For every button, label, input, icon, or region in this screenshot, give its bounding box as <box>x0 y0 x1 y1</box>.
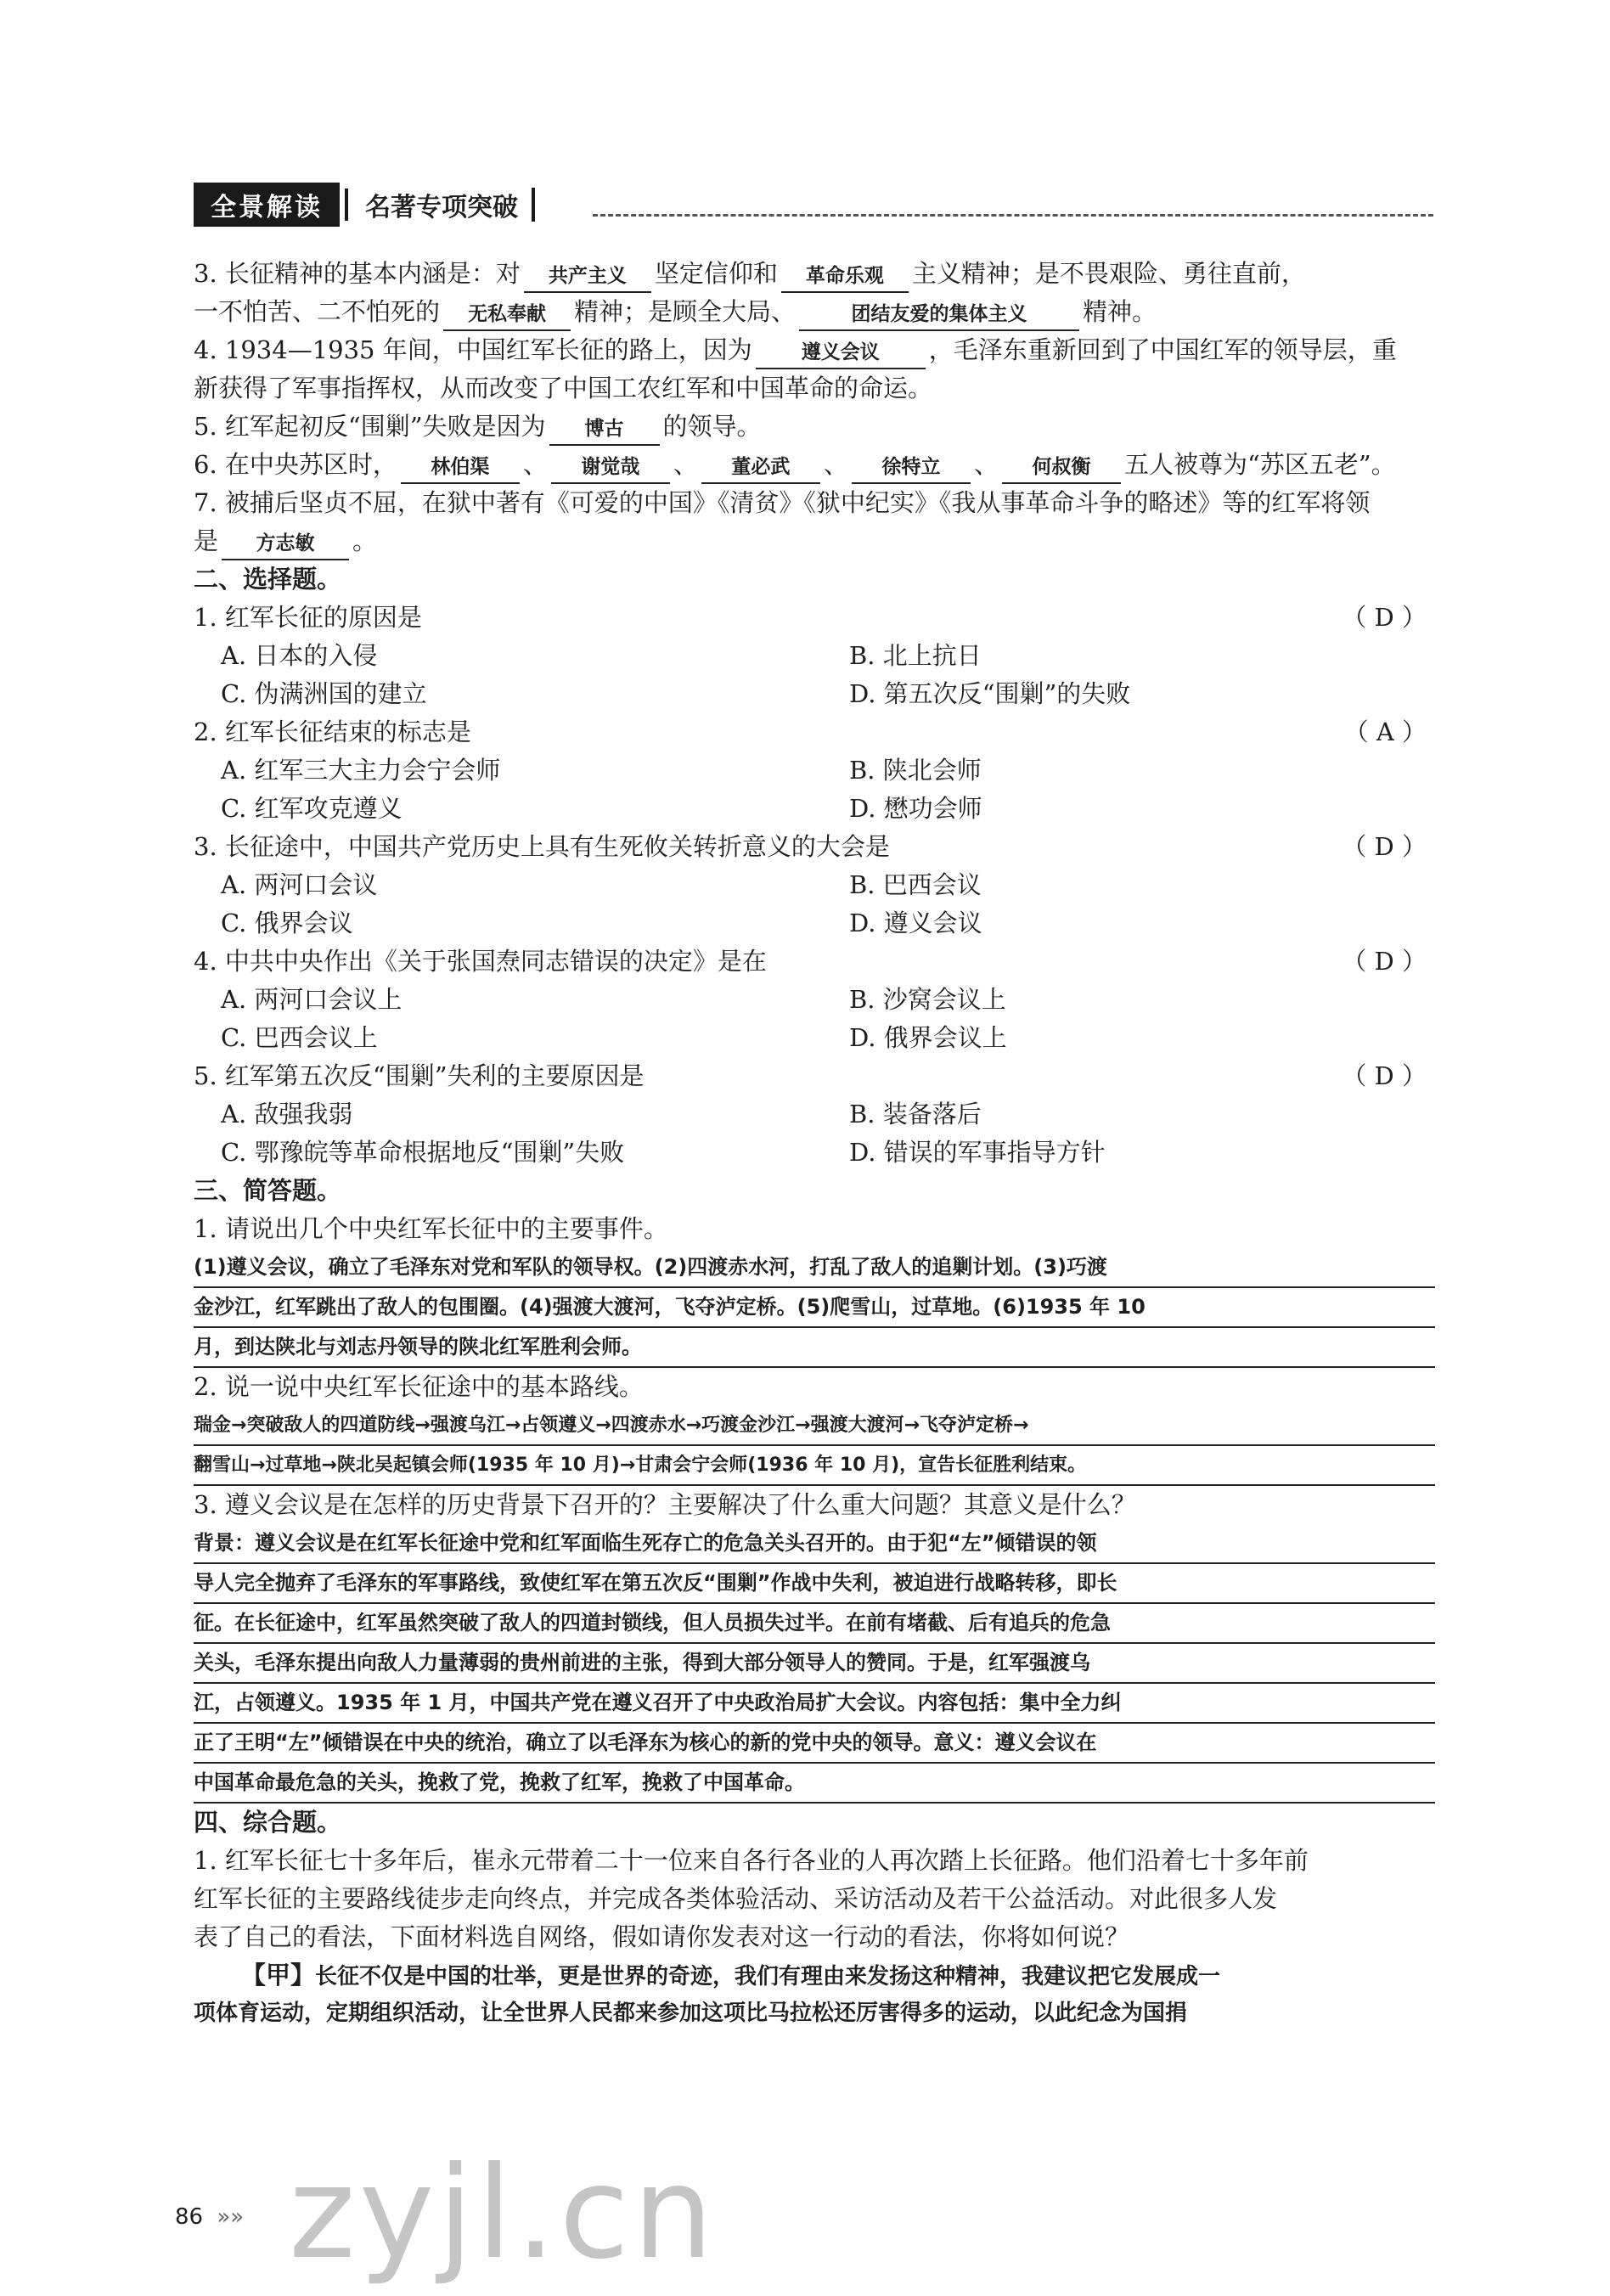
mc-option: C. 伪满洲国的建立 <box>221 679 427 708</box>
handwritten-answer-line: 中国革命最危急的关头，挽救了党，挽救了红军，挽救了中国革命。 <box>194 1764 1435 1804</box>
mc-stem: 2. 红军长征结束的标志是 <box>194 718 471 746</box>
question-text: 五人被尊为“苏区五老”。 <box>1123 450 1396 479</box>
mc-option: D. 俄界会议上 <box>849 1023 1007 1052</box>
mc-option: B. 北上抗日 <box>849 641 982 670</box>
answer-blank: 共产主义 <box>524 261 651 293</box>
question-text: 的领导。 <box>662 412 762 441</box>
handwritten-answer-line: (1)遵义会议，确立了毛泽东对党和军队的领导权。(2)四渡赤水河，打乱了敌人的追剿计划。(3)巧渡 <box>194 1248 1435 1288</box>
mc-option: D. 遵义会议 <box>849 909 982 937</box>
handwritten-answer-line: 金沙江，红军跳出了敌人的包围圈。(4)强渡大渡河，飞夺泸定桥。(5)爬雪山，过草地。(6)1935 年 10 <box>194 1288 1435 1328</box>
watermark: zyjl.cn <box>289 2140 718 2288</box>
separator: 、 <box>823 450 848 479</box>
fill-q7-line1 <box>194 484 1435 522</box>
question-text: 4. 1934—1935 年间，中国红军长征的路上，因为 <box>194 335 752 364</box>
answer-blank: 方志敏 <box>222 528 349 560</box>
mc-option: A. 两河口会议上 <box>221 985 402 1014</box>
comp-material-line: 项体育运动，定期组织活动，让全世界人民都来参加这项比马拉松还厉害得多的运动，以此纪念为国捐 <box>194 2001 1188 2026</box>
question-text: 3. 长征精神的基本内涵是：对 <box>194 259 521 288</box>
mc-option: A. 敌强我弱 <box>221 1100 353 1128</box>
page-header <box>194 185 535 224</box>
question-text: 7. 被捕后坚贞不屈，在狱中著有《可爱的中国》《清贫》《狱中纪实》《我从事革命斗争的略述》等的红军将领 <box>194 488 1371 517</box>
mc-answer: （ D ） <box>1342 1061 1427 1090</box>
answer-blank: 革命乐观 <box>781 261 909 293</box>
question-text: 坚定信仰和 <box>654 259 778 288</box>
mc-option: A. 日本的入侵 <box>221 641 378 670</box>
mc-option: B. 巴西会议 <box>849 870 982 899</box>
sa-stem: 3. 遵义会议是在怎样的历史背景下召开的？主要解决了什么重大问题？其意义是什么？ <box>194 1490 1136 1519</box>
page-number: 86 <box>175 2204 204 2230</box>
question-text: 新获得了军事指挥权，从而改变了中国工农红军和中国革命的命运。 <box>194 374 933 402</box>
mc-option: A. 两河口会议 <box>221 870 378 899</box>
mc-option: D. 懋功会师 <box>849 794 982 823</box>
fill-q4-line1 <box>194 331 1435 369</box>
answer-blank: 遵义会议 <box>756 337 926 369</box>
handwritten-answer-line: 关头，毛泽东提出向敌人力量薄弱的贵州前进的主张，得到大部分领导人的赞同。于是，红军强渡乌 <box>194 1644 1435 1684</box>
mc-stem: 4. 中共中央作出《关于张国焘同志错误的决定》是在 <box>194 947 767 976</box>
material-tag: 【甲】 <box>241 1961 316 1989</box>
question-text: 精神；是顾全大局、 <box>574 297 797 326</box>
mc-option: B. 陕北会师 <box>849 756 982 785</box>
question-text: 5. 红军起初反“围剿”失败是因为 <box>194 412 546 441</box>
header-badge: 全景解读 <box>194 183 340 227</box>
handwritten-answer-line: 月，到达陕北与刘志丹领导的陕北红军胜利会师。 <box>194 1328 1435 1368</box>
fill-q5 <box>194 408 1435 446</box>
answer-blank: 徐特立 <box>852 452 971 484</box>
comp-stem-line: 表了自己的看法，下面材料选自网络，假如请你发表对这一行动的看法，你将如何说？ <box>194 1922 1130 1951</box>
mc-answer: （ D ） <box>1342 832 1427 861</box>
mc-question <box>194 943 1435 1057</box>
comp-stem-line: 1. 红军长征七十多年后，崔永元带着二十一位来自各行各业的人再次踏上长征路。他们沿着七十多年前 <box>194 1846 1309 1875</box>
mc-stem: 3. 长征途中，中国共产党历史上具有生死攸关转折意义的大会是 <box>194 832 890 861</box>
handwritten-answer-line: 正了王明“左”倾错误在中央的统治，确立了以毛泽东为核心的新的党中央的领导。意义：遵义会议在 <box>194 1724 1435 1764</box>
answer-blank: 无私奉献 <box>443 299 571 331</box>
separator: 、 <box>973 450 999 479</box>
fill-q3-line2 <box>194 293 1435 331</box>
fill-q3-line1 <box>194 255 1435 293</box>
comp-material-line <box>194 1956 1435 1995</box>
mc-question <box>194 1057 1435 1172</box>
comp-stem-line: 红军长征的主要路线徒步走向终点，并完成各类体验活动、采访活动及若干公益活动。对此很多人发 <box>194 1884 1278 1913</box>
mc-option: C. 鄂豫皖等革命根据地反“围剿”失败 <box>221 1138 625 1167</box>
handwritten-answer-line: 瑞金→突破敌人的四道防线→强渡乌江→占领遵义→四渡赤水→巧渡金沙江→强渡大渡河→飞夺泸定桥→ <box>194 1406 1435 1446</box>
fill-q7-line2 <box>194 522 1435 560</box>
mc-option: C. 巴西会议上 <box>221 1023 378 1052</box>
mc-question <box>194 828 1435 943</box>
mc-question <box>194 599 1435 713</box>
material-text: 长征不仅是中国的壮举，更是世界的奇迹，我们有理由来发扬这种精神，我建议把它发展成一 <box>315 1964 1221 1989</box>
sa-question <box>194 1368 1435 1486</box>
sa-question <box>194 1210 1435 1368</box>
separator: 、 <box>673 450 698 479</box>
fill-q4-line2 <box>194 369 1435 408</box>
answer-blank: 团结友爱的集体主义 <box>799 299 1079 331</box>
sa-question <box>194 1486 1435 1804</box>
mc-answer: （ D ） <box>1342 603 1427 632</box>
fill-q6 <box>194 446 1435 484</box>
mc-option: D. 错误的军事指导方针 <box>849 1138 1106 1167</box>
mc-question <box>194 713 1435 828</box>
question-text: 是 <box>194 526 219 555</box>
mc-answer: （ D ） <box>1342 947 1427 976</box>
header-divider <box>345 189 348 221</box>
separator: 、 <box>522 450 548 479</box>
mc-answer: （ A ） <box>1343 718 1427 746</box>
question-text: 。 <box>352 526 378 555</box>
sa-stem: 1. 请说出几个中央红军长征中的主要事件。 <box>194 1214 668 1243</box>
mc-stem: 1. 红军长征的原因是 <box>194 603 422 632</box>
question-text: 精神。 <box>1083 297 1157 326</box>
footer-arrows: »» <box>217 2204 245 2230</box>
question-text: ，毛泽东重新回到了中国红军的领导层，重 <box>928 335 1397 364</box>
answer-blank: 何叔衡 <box>1002 452 1121 484</box>
section-heading: 三、简答题。 <box>194 1176 342 1205</box>
section-heading: 四、综合题。 <box>194 1808 342 1837</box>
header-section-title: 名著专项突破 <box>365 193 518 222</box>
page-footer <box>175 2204 244 2230</box>
header-divider-right <box>532 188 535 222</box>
handwritten-answer-line: 背景：遵义会议是在红军长征途中党和红军面临生死存亡的危急关头召开的。由于犯“左”倾错误的领 <box>194 1524 1435 1564</box>
mc-option: B. 沙窝会议上 <box>849 985 1006 1014</box>
handwritten-answer-line: 征。在长征途中，红军虽然突破了敌人的四道封锁线，但人员损失过半。在前有堵截、后有追兵的危急 <box>194 1604 1435 1644</box>
mc-option: B. 装备落后 <box>849 1100 982 1128</box>
handwritten-answer-line: 导人完全抛弃了毛泽东的军事路线，致使红军在第五次反“围剿”作战中失利，被迫进行战略转移，即长 <box>194 1564 1435 1604</box>
question-text: 一不怕苦、二不怕死的 <box>194 297 441 326</box>
mc-option: D. 第五次反“围剿”的失败 <box>849 679 1131 708</box>
mc-option: C. 红军攻克遵义 <box>221 794 402 823</box>
mc-stem: 5. 红军第五次反“围剿”失利的主要原因是 <box>194 1061 645 1090</box>
mc-option: A. 红军三大主力会宁会师 <box>221 756 501 785</box>
page-content <box>194 255 1435 2033</box>
sa-stem: 2. 说一说中央红军长征途中的基本路线。 <box>194 1372 644 1401</box>
answer-blank: 博古 <box>549 414 660 446</box>
mc-option: C. 俄界会议 <box>221 909 353 937</box>
answer-blank: 林伯渠 <box>401 452 520 484</box>
answer-blank: 董必武 <box>701 452 820 484</box>
question-text: 6. 在中央苏区时， <box>194 450 397 479</box>
answer-blank: 谢觉哉 <box>551 452 670 484</box>
question-text: 主义精神；是不畏艰险、勇往直前， <box>911 259 1306 288</box>
section-heading: 二、选择题。 <box>194 565 342 594</box>
header-dashed-rule <box>593 214 1433 217</box>
handwritten-answer-line: 江，占领遵义。1935 年 1 月，中国共产党在遵义召开了中央政治局扩大会议。内容包括：集中全力纠 <box>194 1684 1435 1724</box>
handwritten-answer-line: 翻雪山→过草地→陕北吴起镇会师(1935 年 10 月)→甘肃会宁会师(1936 年 10 月)，宣告长征胜利结束。 <box>194 1446 1435 1486</box>
